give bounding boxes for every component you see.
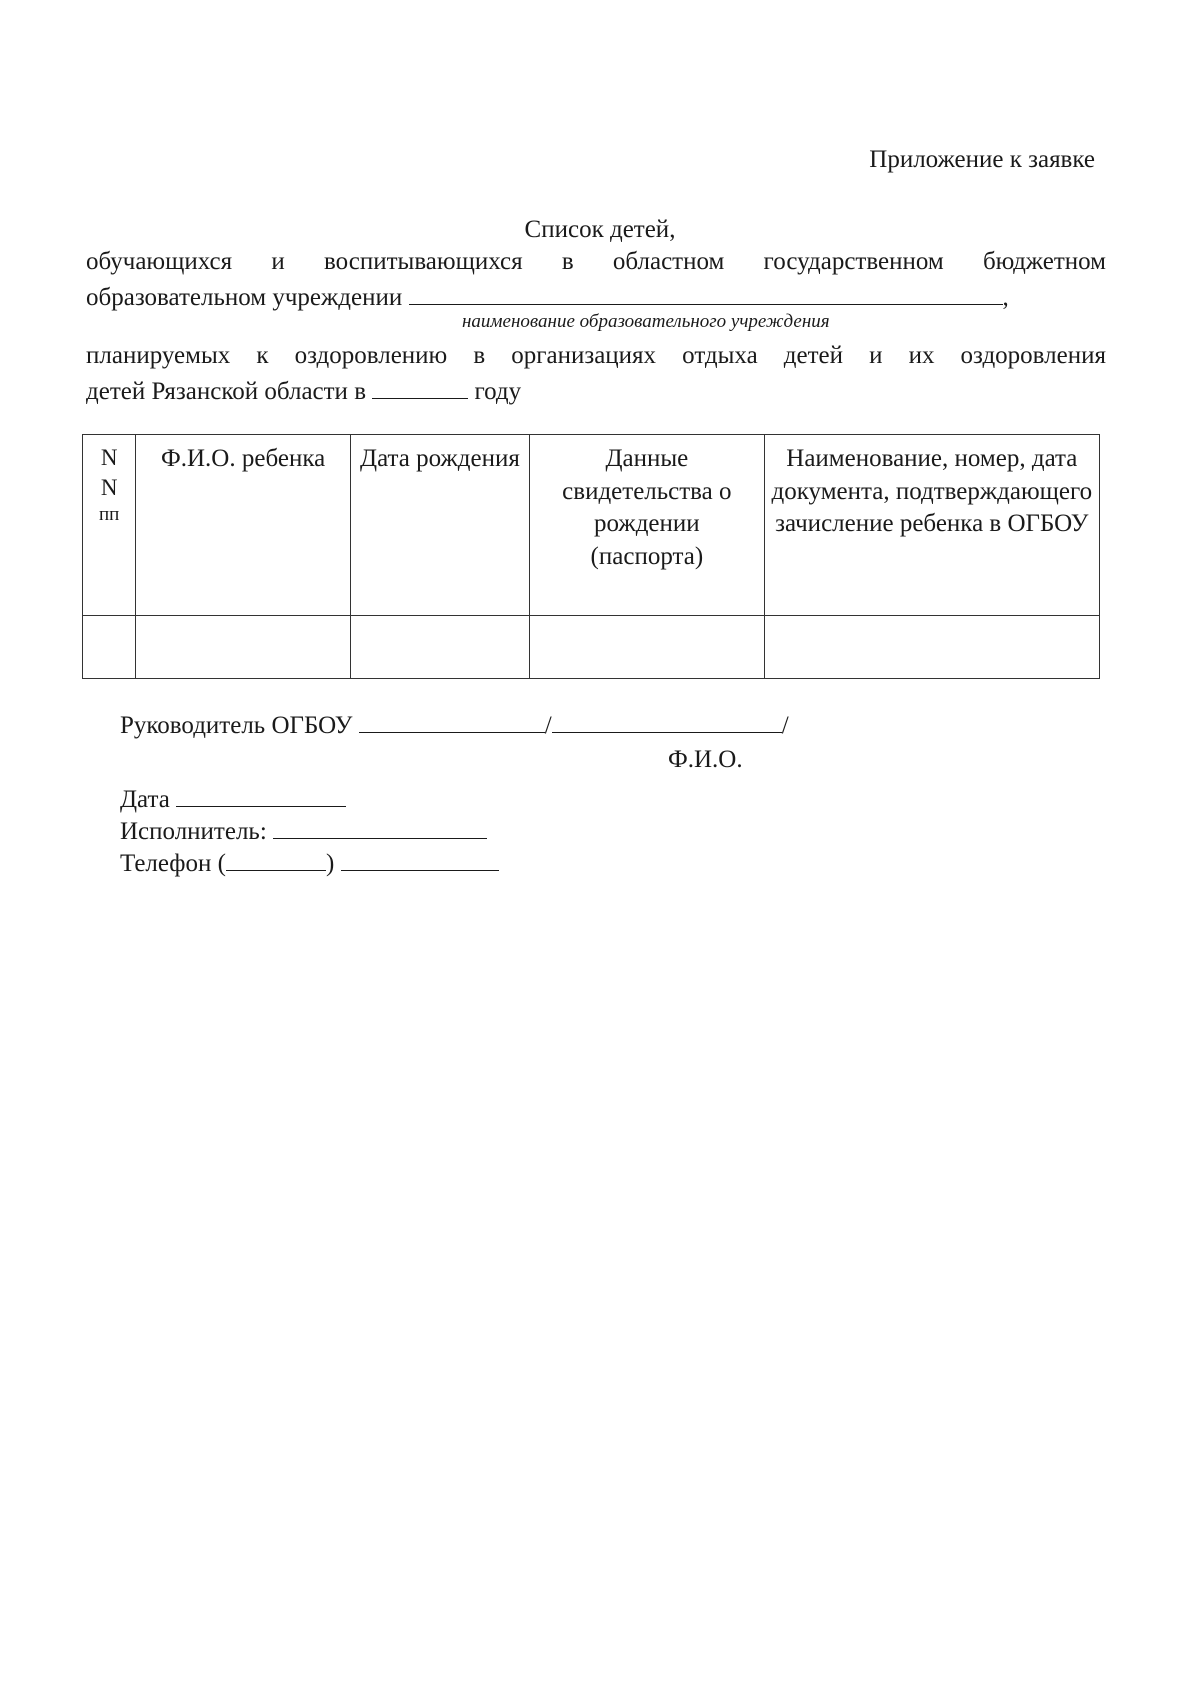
date-label: Дата bbox=[120, 786, 170, 813]
head-label: Руководитель ОГБОУ bbox=[120, 712, 353, 739]
header-number bbox=[83, 435, 136, 616]
head-signature-field[interactable] bbox=[359, 710, 545, 733]
phone-label: Телефон ( bbox=[120, 850, 226, 877]
phone-close: ) bbox=[325, 850, 335, 877]
head-signature-line bbox=[120, 710, 789, 743]
cell-birth-date[interactable] bbox=[350, 616, 529, 679]
year-field[interactable] bbox=[372, 376, 468, 399]
phone-number-field[interactable] bbox=[341, 848, 499, 871]
table-header-row bbox=[83, 435, 1100, 616]
cell-number[interactable] bbox=[83, 616, 136, 679]
cell-certificate[interactable] bbox=[530, 616, 765, 679]
table-row bbox=[83, 616, 1100, 679]
document-title: Список детей, bbox=[524, 216, 676, 243]
cell-fio[interactable] bbox=[136, 616, 350, 679]
header-certificate: Данные свидетельства о рождении (паспорта) bbox=[530, 435, 765, 616]
phone-code-field[interactable] bbox=[226, 848, 326, 871]
institution-comma: , bbox=[1002, 284, 1009, 311]
intro-line-1: обучающихся и воспитывающихся в областном государственном бюджетном bbox=[86, 248, 1106, 275]
slash-2: / bbox=[781, 712, 789, 739]
executor-field[interactable] bbox=[273, 816, 487, 839]
date-field[interactable] bbox=[176, 784, 346, 807]
intro-line-4 bbox=[86, 376, 1106, 409]
institution-label: образовательном учреждении bbox=[86, 284, 403, 311]
header-number-line-2: N bbox=[100, 474, 118, 500]
region-label: детей Рязанской области в bbox=[86, 378, 366, 405]
appendix-label: Приложение к заявке bbox=[869, 146, 1095, 173]
institution-caption: наименование образовательного учреждения bbox=[462, 311, 830, 332]
header-birth-date: Дата рождения bbox=[350, 435, 529, 616]
slash-1: / bbox=[544, 712, 552, 739]
children-table bbox=[82, 434, 1100, 679]
executor-line bbox=[120, 816, 487, 849]
head-fio-field[interactable] bbox=[552, 710, 782, 733]
date-line bbox=[120, 784, 346, 817]
year-label: году bbox=[474, 378, 522, 405]
header-document: Наименование, номер, дата документа, подтверждающего зачисление ребенка в ОГБОУ bbox=[764, 435, 1099, 616]
phone-line bbox=[120, 848, 499, 881]
fio-caption: Ф.И.О. bbox=[668, 746, 743, 773]
cell-document[interactable] bbox=[764, 616, 1099, 679]
header-number-line-3: пп bbox=[99, 503, 120, 525]
executor-label: Исполнитель: bbox=[120, 818, 267, 845]
intro-line-3: планируемых к оздоровлению в организациях отдыха детей и их оздоровления bbox=[86, 342, 1106, 369]
header-fio: Ф.И.О. ребенка bbox=[136, 435, 350, 616]
institution-name-field[interactable] bbox=[409, 282, 1003, 305]
header-number-line-1: N bbox=[100, 445, 118, 470]
